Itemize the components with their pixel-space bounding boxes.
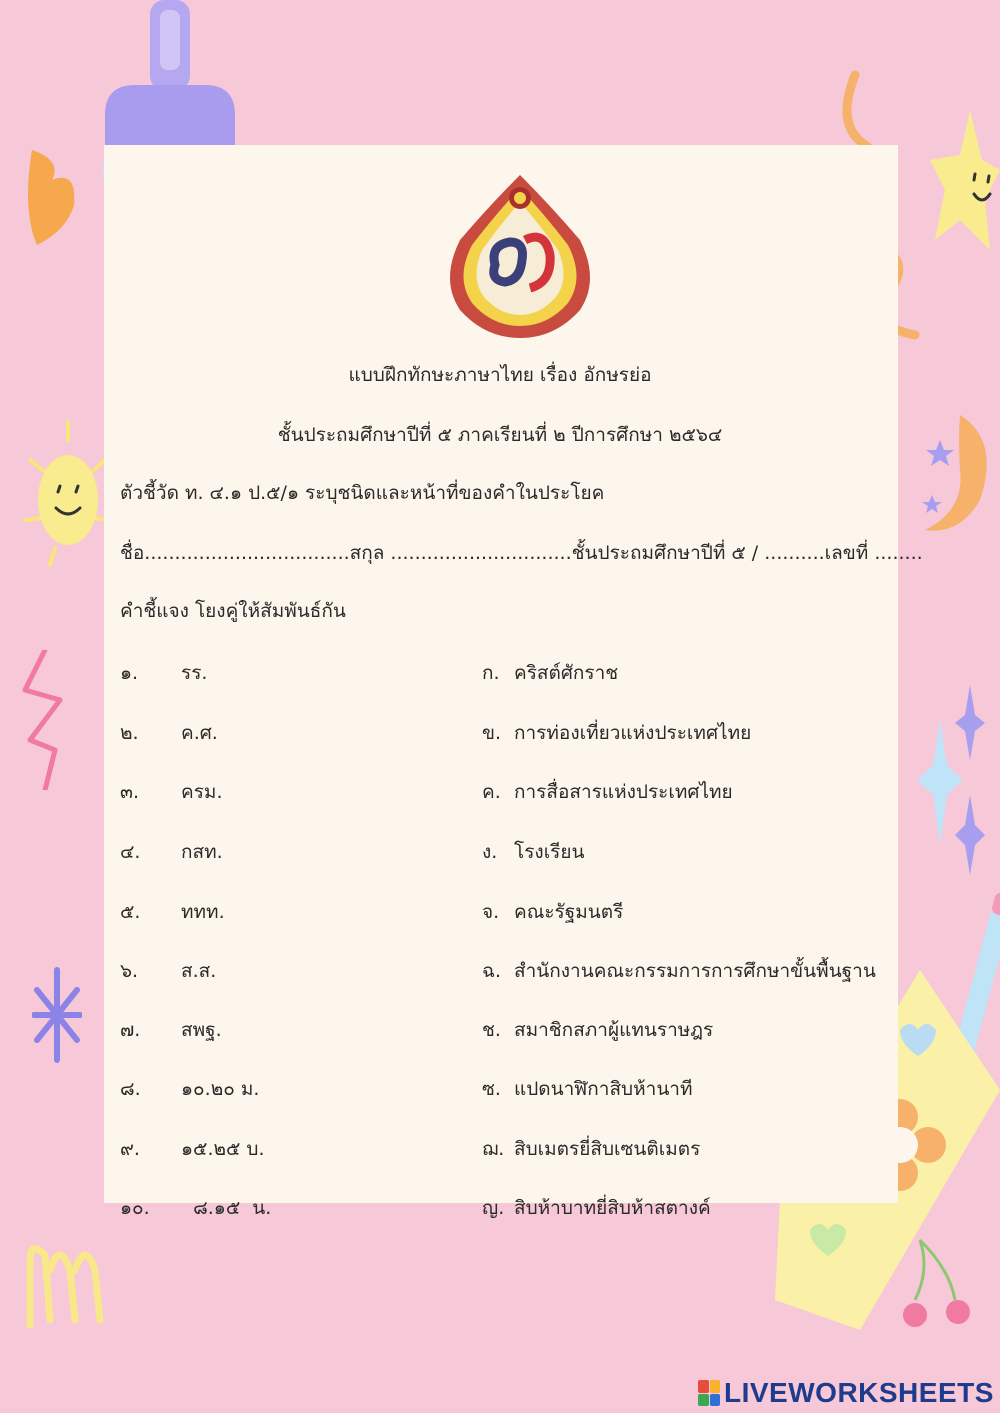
meaning[interactable]: คณะรัฐมนตรี xyxy=(514,901,624,923)
meaning[interactable]: สิบห้าบาทยี่สิบห้าสตางค์ xyxy=(514,1197,711,1219)
meaning[interactable]: คริสต์ศักราช xyxy=(514,662,619,684)
worksheet-subtitle: ชั้นประถมศึกษาปีที่ ๕ ภาคเรียนที่ ๒ ปีการศึกษา ๒๕๖๔ xyxy=(277,424,723,446)
meaning[interactable]: สิบเมตรยี่สิบเซนติเมตร xyxy=(514,1138,701,1160)
meaning[interactable]: โรงเรียน xyxy=(514,841,585,863)
brand-badge-icon xyxy=(698,1380,720,1406)
match-row xyxy=(0,956,1000,986)
abbreviation[interactable]: ครม. xyxy=(181,781,223,803)
option-letter: ญ. xyxy=(482,1197,505,1219)
abbreviation[interactable]: รร. xyxy=(181,662,208,684)
item-number: ๙. xyxy=(120,1138,140,1160)
option-letter: ง. xyxy=(482,841,498,863)
option-letter: ค. xyxy=(482,781,501,803)
abbreviation[interactable]: ค.ศ. xyxy=(181,722,218,744)
option-letter: ก. xyxy=(482,662,500,684)
abbreviation[interactable]: กสท. xyxy=(181,841,223,863)
instruction-text: คำชี้แจง โยงคู่ให้สัมพันธ์กัน xyxy=(120,600,346,622)
school-emblem xyxy=(440,170,600,340)
heart-decoration xyxy=(22,150,77,245)
match-row xyxy=(0,777,1000,807)
option-letter: ฉ. xyxy=(482,960,501,982)
match-row xyxy=(0,1015,1000,1045)
item-number: ๘. xyxy=(120,1078,141,1100)
meaning[interactable]: สำนักงานคณะกรรมการการศึกษาขั้นพื้นฐาน xyxy=(514,960,876,982)
match-row xyxy=(0,897,1000,927)
item-number: ๑. xyxy=(120,662,139,684)
item-number: ๑๐. xyxy=(120,1197,150,1219)
abbreviation[interactable]: ๑๐.๒๐ ม. xyxy=(181,1078,260,1100)
match-row xyxy=(0,1193,1000,1223)
abbreviation[interactable]: ส.ส. xyxy=(181,960,217,982)
abbreviation[interactable]: สพฐ. xyxy=(181,1019,222,1041)
liveworksheets-logo xyxy=(698,1376,994,1410)
match-row xyxy=(0,658,1000,688)
match-row xyxy=(0,718,1000,748)
squiggle-decoration xyxy=(20,1230,110,1330)
indicator-text: ตัวชี้วัด ท. ๔.๑ ป.๕/๑ ระบุชนิดและหน้าที่ของคำในประโยค xyxy=(120,482,605,504)
meaning[interactable]: แปดนาฬิกาสิบห้านาที xyxy=(514,1078,693,1100)
worksheet-title: แบบฝึกทักษะภาษาไทย เรื่อง อักษรย่อ xyxy=(348,364,652,386)
meaning[interactable]: สมาชิกสภาผู้แทนราษฎร xyxy=(514,1019,714,1041)
meaning[interactable]: การท่องเที่ยวแห่งประเทศไทย xyxy=(514,722,752,744)
option-letter: ซ. xyxy=(482,1078,501,1100)
abbreviation[interactable]: ททท. xyxy=(181,901,225,923)
option-letter: ข. xyxy=(482,722,502,744)
option-letter: ฌ. xyxy=(482,1138,505,1160)
brand-name: LIVEWORKSHEETS xyxy=(724,1377,994,1408)
meaning[interactable]: การสื่อสารแห่งประเทศไทย xyxy=(514,781,733,803)
abbreviation[interactable]: ๘.๑๕ น. xyxy=(181,1197,272,1219)
item-number: ๖. xyxy=(120,960,139,982)
option-letter: ช. xyxy=(482,1019,501,1041)
item-number: ๗. xyxy=(120,1019,141,1041)
match-row xyxy=(0,1134,1000,1164)
item-number: ๓. xyxy=(120,781,140,803)
abbreviation[interactable]: ๑๕.๒๕ บ. xyxy=(181,1138,265,1160)
item-number: ๔. xyxy=(120,841,141,863)
match-row xyxy=(0,1074,1000,1104)
option-letter: จ. xyxy=(482,901,500,923)
star-decoration xyxy=(930,110,1000,280)
student-info-line: ชื่อ..................................สกุล ..............................ชั้นประถมศึกษาปีที่ ๕ / ..........เลขที่ ........ xyxy=(120,542,923,564)
match-row xyxy=(0,837,1000,867)
item-number: ๕. xyxy=(120,901,141,923)
item-number: ๒. xyxy=(120,722,139,744)
